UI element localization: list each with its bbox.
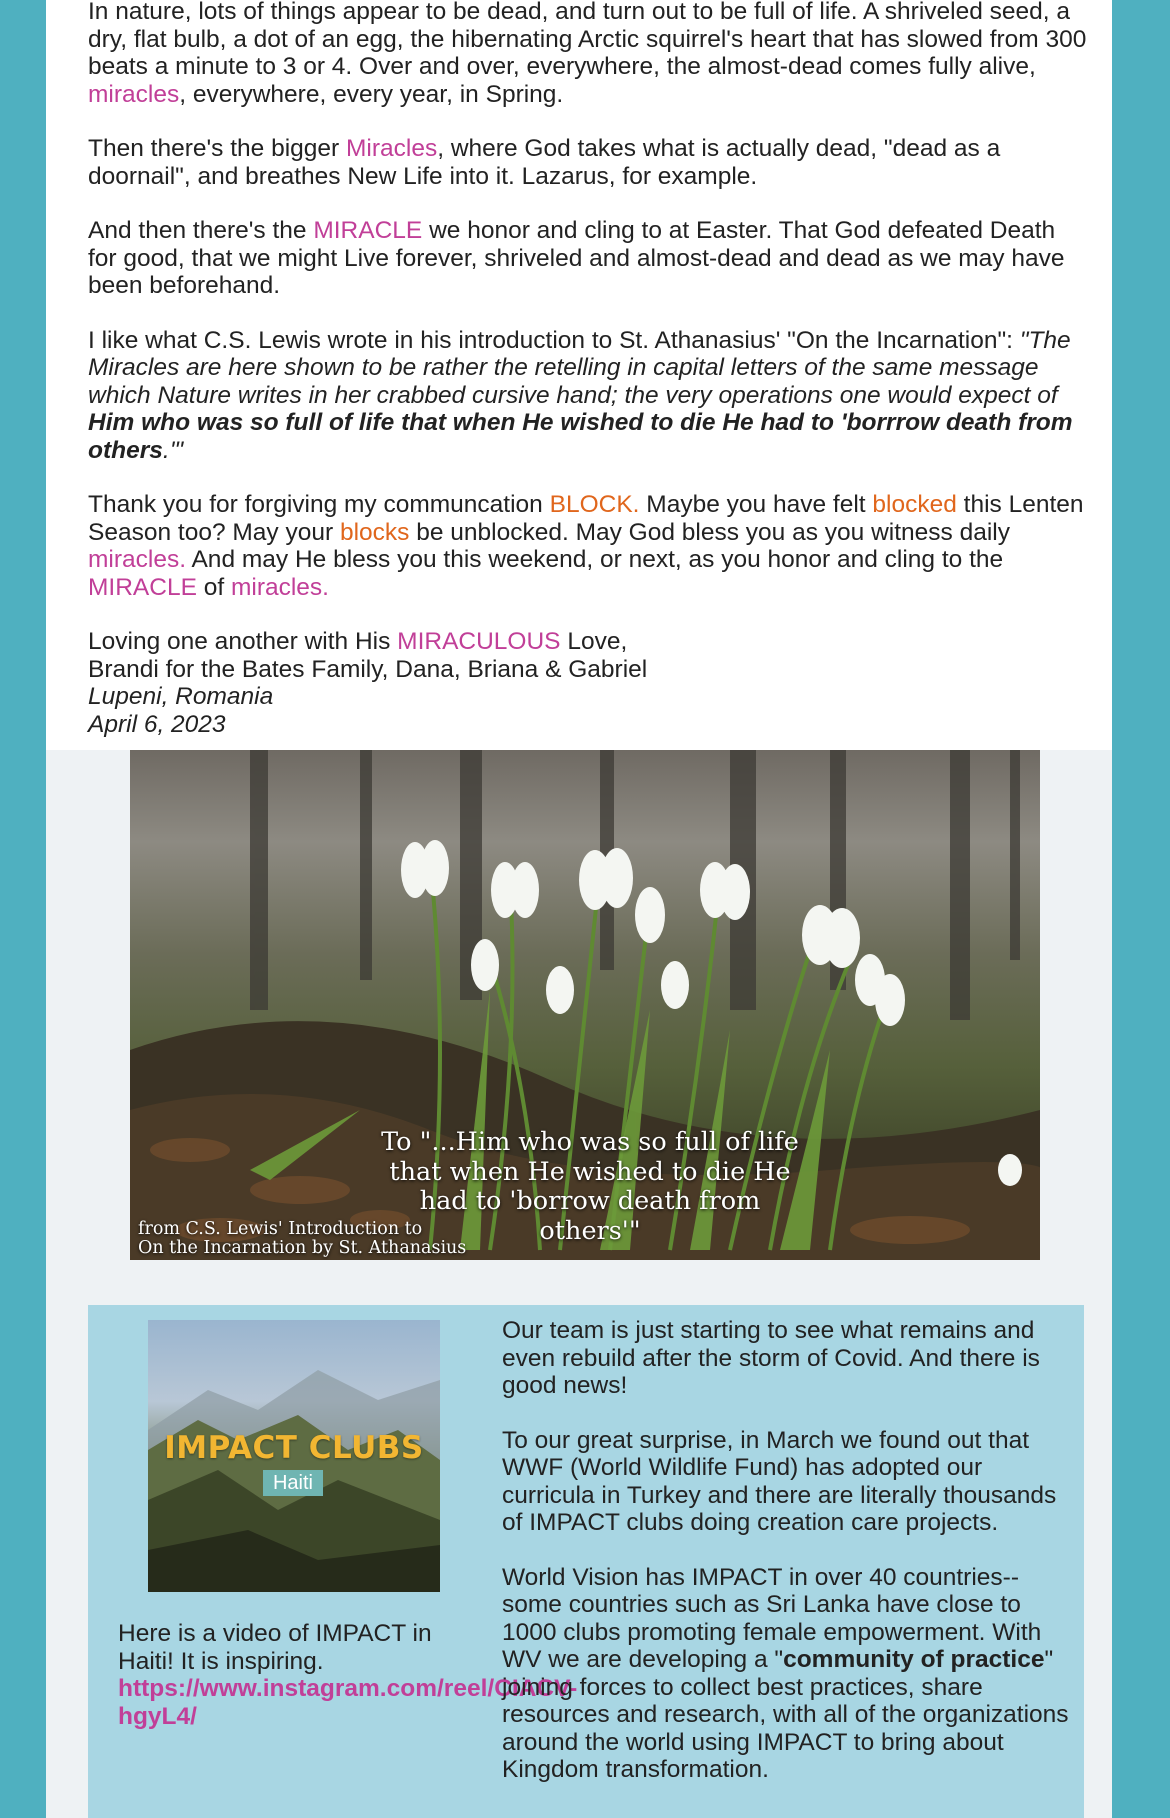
word-miracle: MIRACLE: [313, 217, 423, 244]
word-miracles: miracles.: [88, 546, 187, 573]
paragraph-easter-miracle: And then there's the MIRACLE we honor and cling to at Easter. That God defeated Death for good, that we might Live forever, shriveled and almost-dead and dead as we may have been beforehand.: [88, 217, 1065, 299]
impact-clubs-image: [148, 1320, 440, 1592]
signature-names: Brandi for the Bates Family, Dana, Briana & Gabriel: [88, 655, 648, 683]
signature-block: [88, 628, 1088, 738]
word-miracles: Miracles: [346, 135, 438, 162]
impact-paragraph-world-vision: World Vision has IMPACT in over 40 countries--some countries such as Sri Lanka have close to 1000 clubs promoting female empowerment. With WV we are developing a "community of practice" joining forces to collect best practices, share resources and research, with all of the organizations around the world using IMPACT to bring about Kingdom transformation.: [502, 1563, 1069, 1783]
instagram-video-link[interactable]: https://www.instagram.com/reel/CIACV-hgyL4/: [118, 1675, 578, 1730]
letter-section: [46, 0, 1112, 750]
paragraph-lewis-quote: I like what C.S. Lewis wrote in his introduction to St. Athanasius' "On the Incarnation": "The Miracles are here shown to be rather the retelling in capital letters of the same message which Nature writes in her crabbed cursive hand; the very operations one would expect of Him who was so full of life that when He wished to die He had to 'borrrow death from others.'": [88, 326, 1073, 464]
word-blocked: blocked: [872, 491, 957, 518]
paragraph-bigger-miracles: Then there's the bigger Miracles, where God takes what is actually dead, "dead as a doornail", and breathes New Life into it. Lazarus, for example.: [88, 135, 1001, 190]
signature-place: Lupeni, Romania: [88, 683, 274, 710]
paragraph-thank-you: Thank you for forgiving my communcation BLOCK. Maybe you have felt blocked this Lenten Season too? May your blocks be unblocked. May God bless you as you witness daily miracles. And may He bless you this weekend, or next, as you honor and cling to the MIRACLE of miracles.: [88, 491, 1084, 601]
word-miraculous: MIRACULOUS: [397, 628, 561, 655]
photo-caption: To "...Him who was so full of life that when He wished to die He had to 'borrow death from others'": [381, 1127, 799, 1246]
impact-video-note: Here is a video of IMPACT in Haiti! It is inspiring. https://www.instagram.com/reel/CIACV-hgyL4/: [118, 1620, 578, 1730]
impact-clubs-subtitle: Haiti: [263, 1470, 323, 1496]
impact-clubs-title: IMPACT CLUBS: [164, 1430, 424, 1466]
impact-news-text: [502, 1317, 1072, 1811]
signature-line: Loving one another with His MIRACULOUS Love,: [88, 628, 628, 655]
word-miracle: MIRACLE: [88, 573, 197, 601]
paragraph-spring-miracles: In nature, lots of things appear to be dead, and turn out to be full of life. A shriveled seed, a dry, flat bulb, a dot of an egg, the hibernating Arctic squirrel's heart that has slowed from 300 beats a minute to 3 or 4. Over and over, everywhere, the almost-dead comes fully alive, miracles, everywhere, every year, in Spring.: [88, 0, 1087, 108]
quote-italic: "The Miracles are here shown to be rather the retelling in capital letters of the same message which Nature writes in her crabbed cursive hand; the very operations one would expect of: [88, 326, 1071, 409]
newsletter-frame: [46, 0, 1112, 1818]
photo-source: from C.S. Lewis' Introduction to On the Incarnation by St. Athanasius: [138, 1219, 467, 1258]
word-miracles: miracles: [88, 80, 180, 108]
word-miracles: miracles.: [230, 573, 329, 601]
impact-paragraph-wwf: To our great surprise, in March we found out that WWF (World Wildlife Fund) has adopted our curricula in Turkey and there are literally thousands of IMPACT clubs doing creation care projects.: [502, 1426, 1057, 1536]
letter-body: [88, 0, 1088, 738]
word-blocks: blocks: [339, 518, 410, 546]
snowdrops-photo: [130, 750, 1040, 1260]
signature-date: April 6, 2023: [88, 710, 226, 738]
impact-paragraph-covid: Our team is just starting to see what remains and even rebuild after the storm of Covid. And there is good news!: [502, 1317, 1040, 1399]
community-of-practice: community of practice: [783, 1646, 1045, 1673]
quote-bold: Him who was so full of life that when He wished to die He had to 'borrrow death from others: [88, 409, 1073, 464]
impact-section: [88, 1305, 1084, 1818]
word-block: BLOCK.: [549, 491, 640, 518]
